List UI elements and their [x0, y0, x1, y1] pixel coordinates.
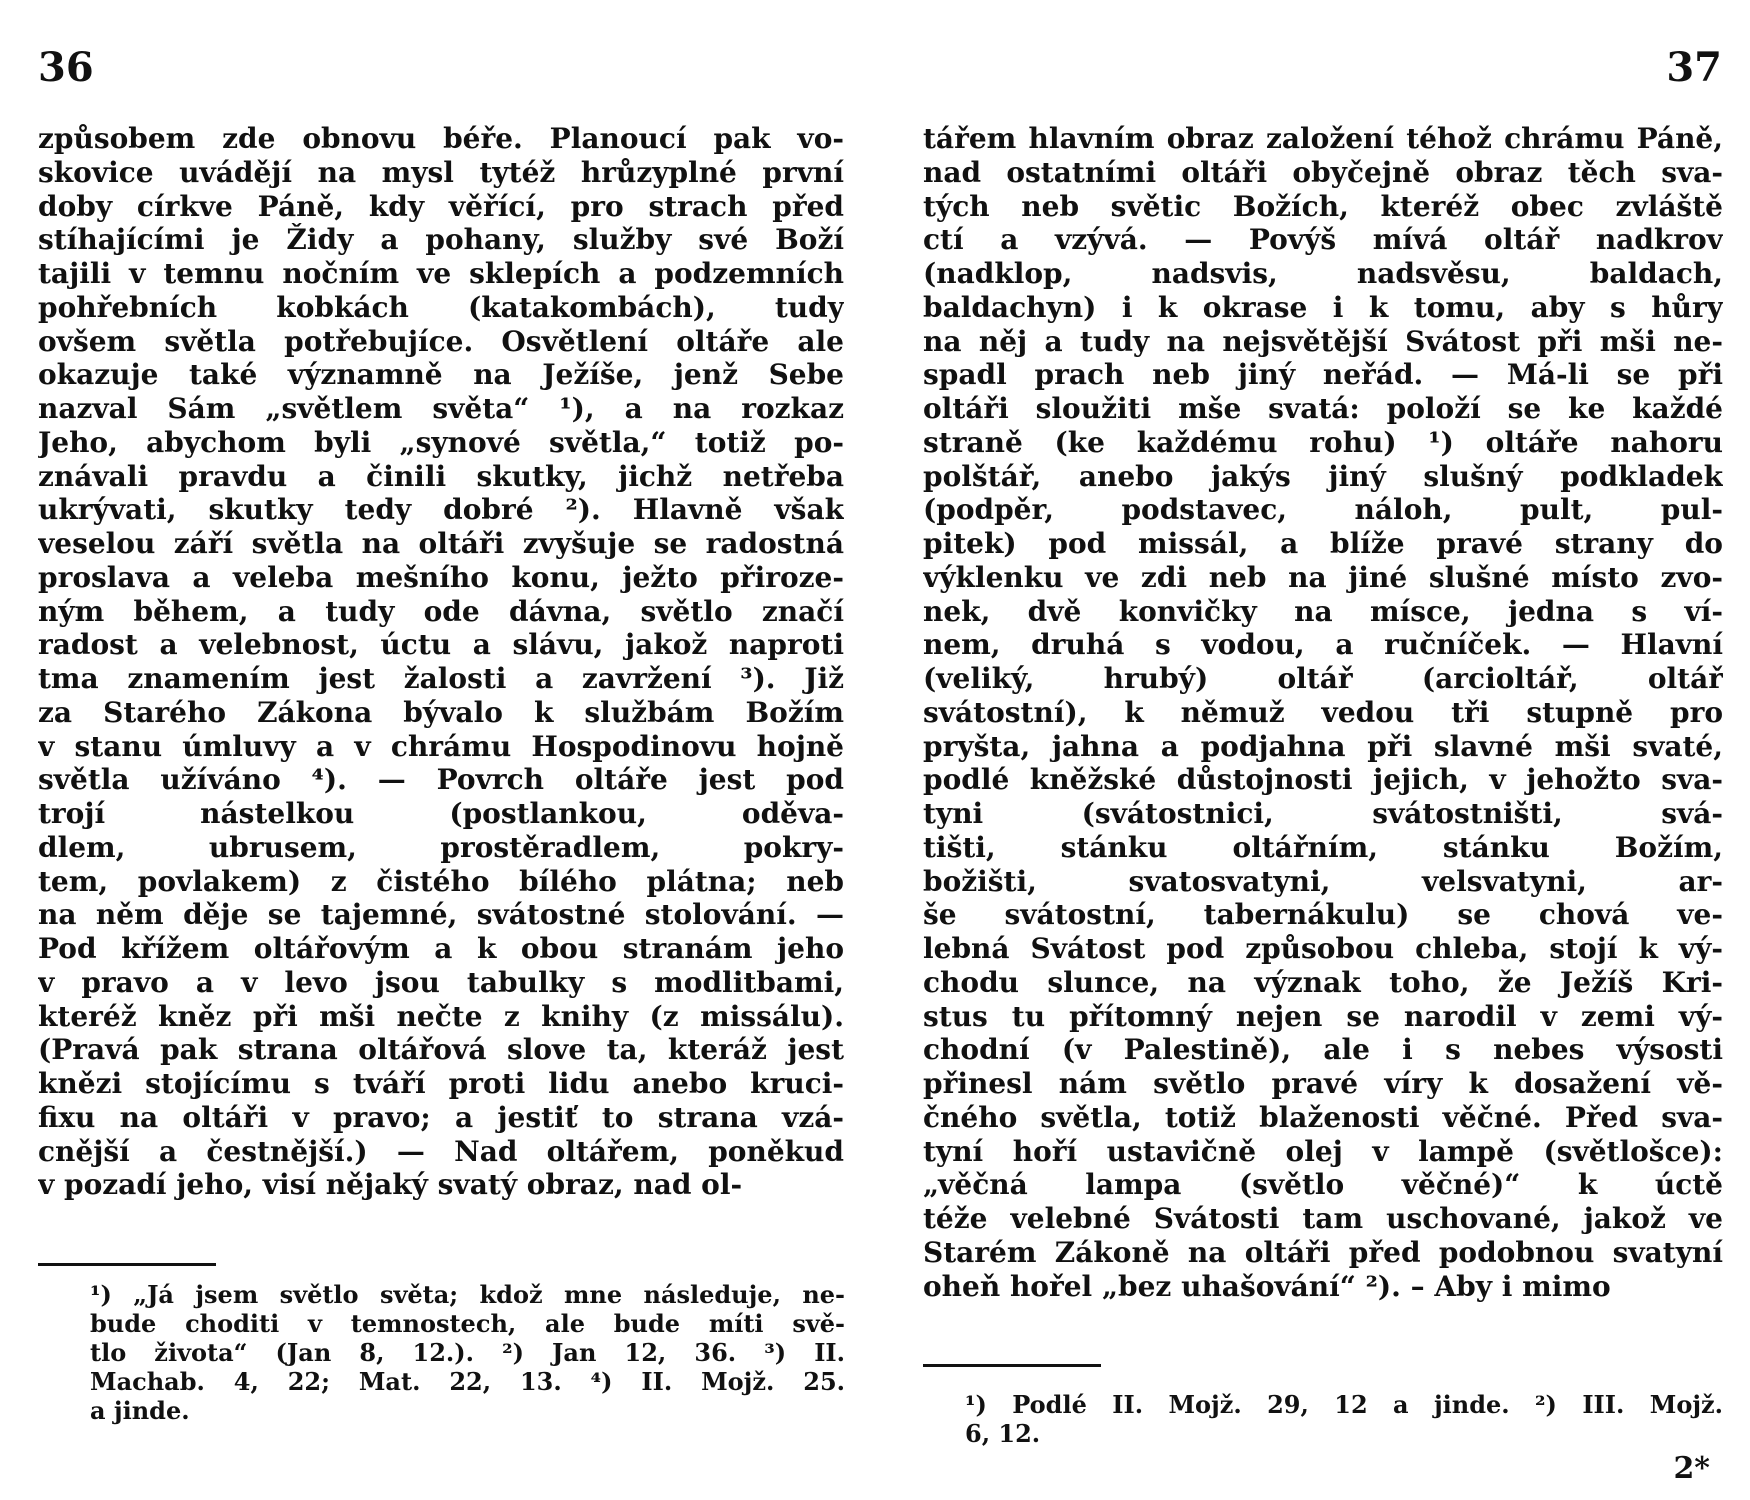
text-line: nad ostatními oltáři obyčejně obraz těch sva-: [923, 155, 1723, 189]
text-line: ovšem světla potřebujíce. Osvětlení oltáře ale: [38, 324, 844, 358]
text-line: chodní (v Palestině), ale i s nebes výsosti: [923, 1033, 1723, 1067]
text-line: tma znamením jest žalosti a zavržení ³). Již: [38, 662, 844, 695]
text-line: podlé kněžské důstojnosti jejich, v jehožto sva-: [923, 763, 1723, 797]
footnote-line: a jinde.: [90, 1396, 190, 1425]
text-line: svátostní), k němuž vedou tři stupně pro: [923, 695, 1723, 729]
text-line: (Pravá pak strana oltářová slove ta, kteráž jest: [38, 1033, 844, 1067]
text-line: tišti, stánku oltářním, stánku Božím,: [923, 830, 1723, 864]
text-line: tých neb světic Božích, kteréž obec zvláště: [923, 189, 1723, 223]
text-line: ukrývati, skutky tedy dobré ²). Hlavně však: [38, 493, 844, 527]
text-line: (veliký, hrubý) oltář (arcioltář, oltář: [923, 662, 1723, 695]
page-number: 36: [38, 44, 94, 91]
text-line: Starém Zákoně na oltáři před podobnou svatyní: [923, 1235, 1723, 1269]
right-page: [875, 0, 1750, 1500]
text-line: v pozadí jeho, visí nějaký svatý obraz, nad ol-: [38, 1168, 743, 1202]
text-line: tářem hlavním obraz založení téhož chrámu Páně,: [923, 122, 1723, 155]
page-number: 37: [1666, 44, 1722, 91]
footnote-line: 6, 12.: [965, 1419, 1041, 1448]
text-line: přinesl nám světlo pravé víry k dosažení vě-: [923, 1067, 1723, 1100]
text-line: veselou září světla na oltáři zvyšuje se radostná: [38, 527, 844, 560]
text-line: v stanu úmluvy a v chrámu Hospodinovu hojně: [38, 729, 844, 763]
text-line: doby církve Páně, kdy věřící, pro strach před: [38, 189, 844, 223]
text-line: nazval Sám „světlem světa“ ¹), a na rozkaz: [38, 392, 844, 425]
text-line: na něj a tudy na nejsvětější Svátost při mši ne-: [923, 324, 1723, 358]
text-line: knězi stojícímu s tváří proti lidu anebo kruci-: [38, 1067, 844, 1100]
text-line: světla užíváno ⁴). — Povrch oltáře jest pod: [38, 763, 844, 797]
text-line: stus tu přítomný nejen se narodil v zemi vý-: [923, 999, 1723, 1033]
text-line: tyní hoří ustavičně olej v lampě (světlošce):: [923, 1134, 1723, 1168]
text-line: tem, povlakem) z čistého bílého plátna; neb: [38, 864, 844, 898]
footnote-line: ¹) Podlé II. Mojž. 29, 12 a jinde. ²) III. Mojž.: [965, 1390, 1723, 1419]
text-line: spadl prach neb jiný neřád. — Má-li se při: [923, 358, 1723, 392]
text-line: Jeho, abychom byli „synové světla,“ totiž po-: [38, 425, 844, 459]
text-line: oheň hořel „bez uhašování“ ²). – Aby i mimo: [923, 1269, 1611, 1303]
text-line: za Starého Zákona bývalo k službám Božím: [38, 695, 844, 729]
text-line: kteréž kněz při mši nečte z knihy (z missálu).: [38, 999, 844, 1033]
text-line: (nadklop, nadsvis, nadsvěsu, baldach,: [923, 257, 1723, 290]
text-line: tyni (svátostnici, svátostništi, svá-: [923, 797, 1723, 830]
text-line: pitek) pod missál, a blíže pravé strany do: [923, 527, 1723, 560]
text-line: nek, dvě konvičky na mísce, jedna s ví-: [923, 594, 1723, 628]
text-line: trojí nástelkou (postlankou, oděva-: [38, 797, 844, 830]
text-line: stíhajícími je Židy a pohany, služby své Boží: [38, 223, 844, 257]
text-line: lebná Svátost pod způsobou chleba, stojí k vý-: [923, 932, 1723, 965]
text-line: ným během, a tudy ode dávna, světlo značí: [38, 594, 844, 628]
footnotes: [90, 1280, 845, 1425]
text-line: proslava a veleba mešního konu, ježto přiroze-: [38, 560, 844, 594]
footnote-rule: [38, 1263, 216, 1266]
text-line: chodu slunce, na význak toho, že Ježíš Kri-: [923, 965, 1723, 999]
text-line: pryšta, jahna a podjahna při slavné mši svaté,: [923, 729, 1723, 763]
text-line: polštář, anebo jakýs jiný slušný podkladek: [923, 459, 1723, 493]
text-line: dlem, ubrusem, prostěradlem, pokry-: [38, 830, 844, 864]
text-line: fixu na oltáři v pravo; a jestiť to strana vzá-: [38, 1100, 844, 1134]
text-line: na něm děje se tajemné, svátostné stolování. —: [38, 898, 844, 932]
footnote-line: bude choditi v temnostech, ale bude míti svě-: [90, 1309, 845, 1338]
text-line: znávali pravdu a činili skutky, jichž netřeba: [38, 459, 844, 493]
footnotes: [965, 1390, 1723, 1448]
text-line: pohřebních kobkách (katakombách), tudy: [38, 290, 844, 324]
text-line: (podpěr, podstavec, náloh, pult, pul-: [923, 493, 1723, 527]
text-line: v pravo a v levo jsou tabulky s modlitbami,: [38, 965, 844, 999]
text-line: oltáři sloužiti mše svatá: položí se ke každé: [923, 392, 1723, 425]
footnote-line: tlo života“ (Jan 8, 12.). ²) Jan 12, 36. ³) II.: [90, 1338, 845, 1367]
text-line: čného světla, totiž blaženosti věčné. Před sva-: [923, 1100, 1723, 1134]
body-text: [923, 122, 1723, 1303]
footnote-line: Machab. 4, 22; Mat. 22, 13. ⁴) II. Mojž. 25.: [90, 1367, 845, 1396]
text-line: okazuje také významně na Ježíše, jenž Sebe: [38, 358, 844, 392]
text-line: tajili v temnu nočním ve sklepích a podzemních: [38, 257, 844, 290]
text-line: božišti, svatosvatyni, velsvatyni, ar-: [923, 864, 1723, 898]
body-text: [38, 122, 844, 1202]
text-line: způsobem zde obnovu béře. Planoucí pak vo-: [38, 122, 844, 155]
text-line: nem, druhá s vodou, a ručníček. — Hlavní: [923, 628, 1723, 662]
text-line: skovice uvádějí na mysl tytéž hrůzyplné první: [38, 155, 844, 189]
text-line: ctí a vzývá. — Povýš mívá oltář nadkrov: [923, 223, 1723, 257]
text-line: Pod křížem oltářovým a k obou stranám jeho: [38, 932, 844, 965]
text-line: straně (ke každému rohu) ¹) oltáře nahoru: [923, 425, 1723, 459]
text-line: baldachyn) i k okrase i k tomu, aby s hůry: [923, 290, 1723, 324]
text-line: radost a velebnost, úctu a slávu, jakož naproti: [38, 628, 844, 662]
footnote-line: ¹) „Já jsem světlo světa; kdož mne následuje, ne-: [90, 1280, 845, 1309]
text-line: cnější a čestnější.) — Nad oltářem, poněkud: [38, 1134, 844, 1168]
text-line: „věčná lampa (světlo věčné)“ k úctě: [923, 1168, 1723, 1202]
signature-mark: 2*: [1673, 1451, 1710, 1486]
footnote-rule: [923, 1364, 1101, 1367]
text-line: še svátostní, tabernákulu) se chová ve-: [923, 898, 1723, 932]
text-line: téže velebné Svátosti tam uschované, jakož ve: [923, 1202, 1723, 1235]
text-line: výklenku ve zdi neb na jiné slušné místo zvo-: [923, 560, 1723, 594]
